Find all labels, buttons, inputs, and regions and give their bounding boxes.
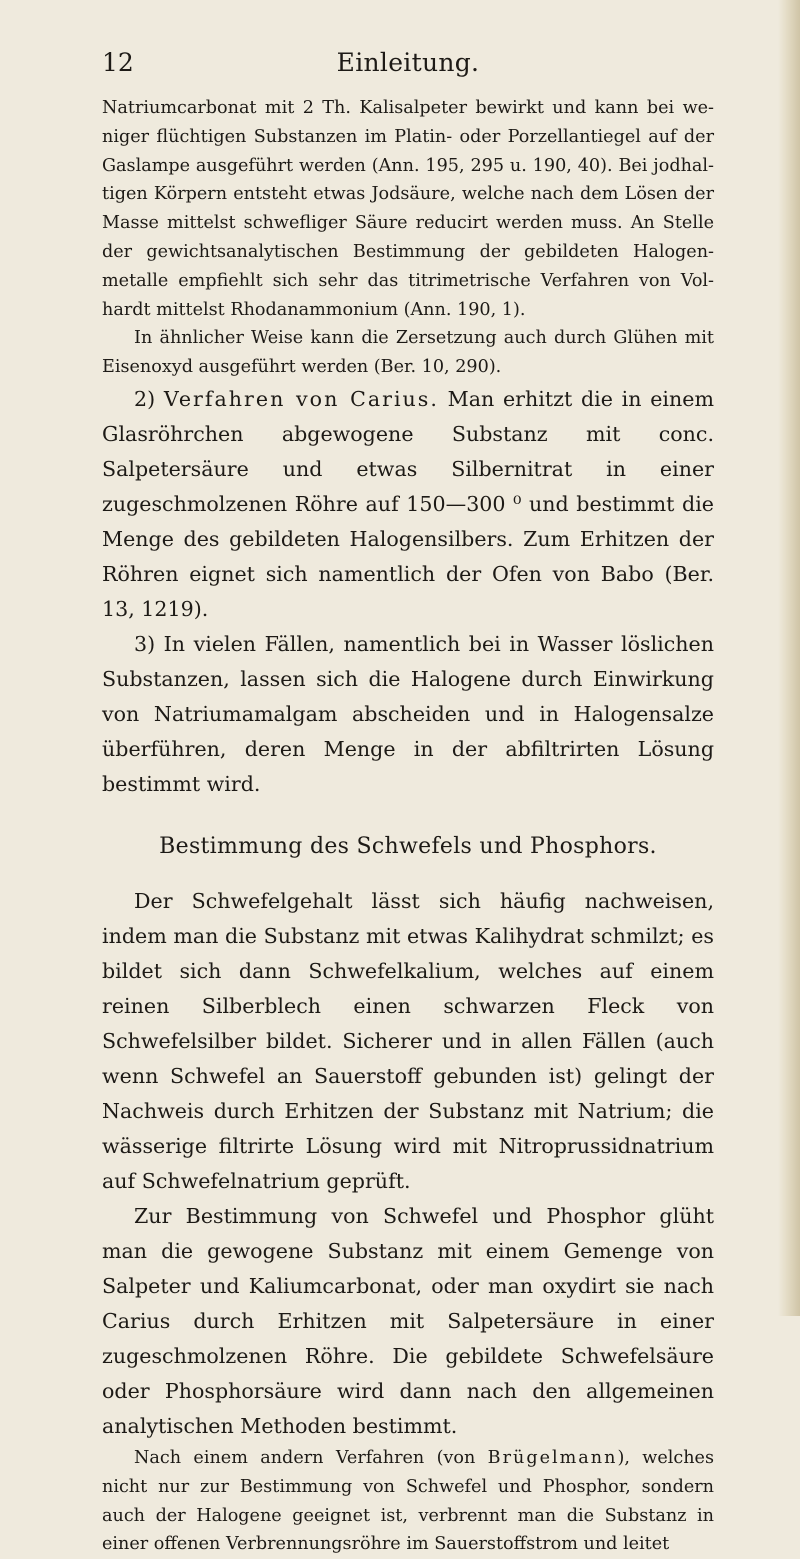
carius-text: Man erhitzt die in einem Glasröhrchen abgewogene Substanz mit conc. Salpetersäure und etwas Silbernitrat in einer zugeschmolzenen Röhre auf 150—300 ⁰ und bestimmt die Menge des gebildeten Halogensilbers. Zum Erhitzen der Röhren eignet sich namentlich der Ofen von Babo (Ber. 13, 1219). <box>102 386 715 621</box>
paragraph-bruegelmann <box>102 1444 714 1559</box>
running-head: Einleitung. <box>336 48 480 77</box>
paragraph-carius <box>102 382 714 627</box>
page-body <box>102 94 714 1559</box>
page-edge-shadow <box>778 0 800 1316</box>
paragraph-schwefelgehalt: Der Schwefelgehalt lässt sich häufig nachweisen, indem man die Substanz mit etwas Kalihydrat schmilzt; es bildet sich dann Schwefelkalium, welches auf einem reinen Silberblech einen schwarzen Fleck von Schwefelsilber bildet. Sicherer und in allen Fällen (auch wenn Schwefel an Sauerstoff gebunden ist) gelingt der Nachweis durch Erhitzen der Substanz mit Natrium; die wässerige filtrirte Lösung wird mit Nitroprussidnatrium auf Schwefelnatrium geprüft. <box>102 888 714 1193</box>
paragraph-natriumamalgam: 3) In vielen Fällen, namentlich bei in Wasser löslichen Substanzen, lassen sich die Halogene durch Einwirkung von Natriumamalgam abscheiden und in Halogensalze überführen, deren Menge in der abfiltrirten Lösung bestimmt wird. <box>102 631 714 796</box>
carius-number: 2) <box>134 386 164 411</box>
bruegelmann-name: Brügelmann <box>487 1447 618 1468</box>
bruegelmann-text: ), welches nicht nur zur Bestimmung von Schwefel und Phosphor, sondern auch der Halogene geeignet ist, verbrennt man die Substanz in einer offenen Verbrennungsröhre im Sauerstoffstrom und leitet <box>102 1447 714 1555</box>
paragraph-bestimmung: Zur Bestimmung von Schwefel und Phosphor glüht man die gewogene Substanz mit einem Gemenge von Salpeter und Kaliumcarbonat, oder man oxydirt sie nach Carius durch Erhitzen mit Salpetersäure in einer zugeschmolzenen Röhre. Die gebildete Schwefelsäure oder Phosphorsäure wird dann nach den allgemeinen analytischen Methoden bestimmt. <box>102 1203 714 1438</box>
paragraph-eisenoxyd: In ähnlicher Weise kann die Zersetzung auch durch Glühen mit Eisenoxyd ausgeführt werden (Ber. 10, 290). <box>102 328 714 378</box>
carius-heading: Verfahren von Carius. <box>163 386 439 411</box>
bruegelmann-lead: Nach einem andern Verfahren (von <box>134 1447 488 1468</box>
page-number: 12 <box>102 48 134 77</box>
paragraph-natriumcarbonat: Natriumcarbonat mit 2 Th. Kalisalpeter bewirkt und kann bei weniger flüchtigen Substanzen im Platin- oder Porzellantiegel auf der Gaslampe ausgeführt werden (Ann. 195, 295 u. 190, 40). Bei jodhaltigen Körpern entsteht etwas Jodsäure, welche nach dem Lösen der Masse mittelst schwefliger Säure reducirt werden muss. An Stelle der gewichtsanalytischen Bestimmung der gebildeten Halogenmetalle empfiehlt sich sehr das titrimetrische Verfahren von Volhardt mittelst Rhodanammonium (Ann. 190, 1). <box>102 98 714 320</box>
page-header <box>102 46 714 80</box>
section-heading: Bestimmung des Schwefels und Phosphors. <box>159 833 657 859</box>
